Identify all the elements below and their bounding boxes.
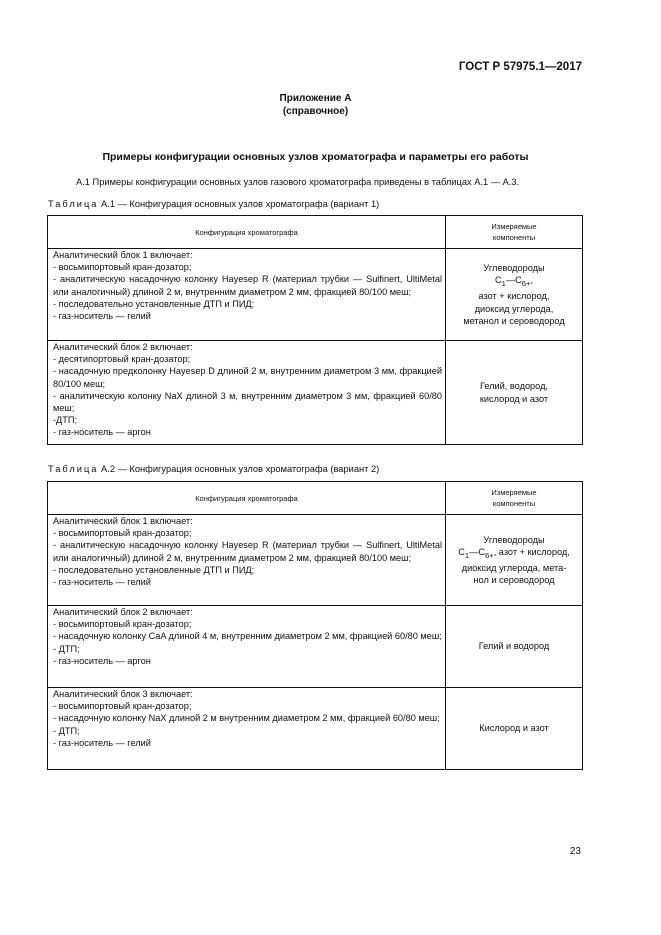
table1-row1-components <box>446 249 583 341</box>
list-item: - насадочную предколонку Hayesep D длиной 2 м, внутренним диаметром 3 мм, фракцией 80/100 меш; <box>53 366 442 389</box>
table1-row2-components <box>446 341 583 445</box>
table2-row2-config <box>48 606 446 688</box>
table-row <box>48 515 583 606</box>
table2-col-config: Конфигурация хроматографа <box>48 482 446 515</box>
table1-col-components <box>446 216 583 249</box>
list-item: - десятипортовый кран-дозатор; <box>53 354 191 365</box>
comp-line: диоксид углерода, мета- <box>461 562 567 573</box>
table-row <box>48 688 583 770</box>
comp-tail: , азот + кислород, <box>493 546 570 557</box>
table2-col-components-l2: компоненты <box>492 499 536 508</box>
comp-line: Углеводороды <box>483 263 545 274</box>
table2-row1-config <box>48 515 446 606</box>
list-item: - восьмипортовый кран-дозатор; <box>53 262 192 273</box>
list-item: Аналитический блок 2 включает: <box>53 342 193 352</box>
list-item: - насадочную колонку CaA длиной 4 м, внутренним диаметром 2 мм, фракцией 60/80 меш; <box>53 631 442 642</box>
list-item: - насадочную колонку NaX длиной 2 м внутренним диаметром 2 мм, фракцией 60/80 меш; <box>53 713 440 724</box>
table2-col-components <box>446 482 583 515</box>
list-item: - ДТП; <box>53 725 80 736</box>
list-item: - восьмипортовый кран-дозатор; <box>53 528 192 539</box>
list-item: Аналитический блок 1 включает: <box>53 516 193 526</box>
list-item: - аналитическую насадочную колонку Hayesep R (материал трубки — Sulfinert, UltiMetal или аналогичный) длиной 2 м, внутренним диаметром 2 мм, фракцией 80/100 меш; <box>53 274 442 297</box>
table1-col-components-l2: компоненты <box>492 233 536 242</box>
comp-line: метанол и сероводород <box>463 315 565 326</box>
comp-c: C <box>478 546 485 557</box>
list-item: - последовательно установленные ДТП и ПИД; <box>53 564 255 575</box>
table1-row2-config <box>48 341 446 445</box>
table1-header-row <box>48 216 583 249</box>
comp-sub: 1 <box>501 279 506 289</box>
comp-line: азот + кислород, <box>478 291 550 302</box>
list-item: - последовательно установленные ДТП и ПИД; <box>53 298 255 309</box>
intro-paragraph: А.1 Примеры конфигурации основных узлов газового хроматографа приведены в таблицах А.1 — А.3. <box>76 177 520 187</box>
table2-row3-components <box>446 688 583 770</box>
list-item: Аналитический блок 2 включает: <box>53 607 193 617</box>
comp-line: диоксид углерода, <box>474 303 554 314</box>
table1-caption <box>48 199 379 209</box>
comp-c: C <box>458 546 465 557</box>
list-item: - газ-носитель — аргон <box>53 655 151 666</box>
comp-formula <box>448 546 580 562</box>
table1-col-config: Конфигурация хроматографа <box>48 216 446 249</box>
comp-c: C <box>515 275 522 286</box>
page-number: 23 <box>569 846 581 857</box>
table-row <box>48 249 583 341</box>
annex-title: Приложение А <box>279 93 352 104</box>
table2-caption-word: Таблица <box>48 464 99 474</box>
comp-dash: — <box>469 546 479 557</box>
main-title: Примеры конфигурации основных узлов хроматографа и параметры его работы <box>102 151 529 163</box>
table1-caption-text: А.1 — Конфигурация основных узлов хроматографа (вариант 1) <box>101 199 380 209</box>
table-row <box>48 606 583 688</box>
table2-row3-config <box>48 688 446 770</box>
comp-line: Гелий и водород <box>478 641 550 652</box>
list-item: - аналитическую колонку NaX длиной 3 м, внутренним диаметром 3 мм, фракцией 60/80 меш; <box>53 390 442 414</box>
table1-col-components-l1: Измеряемые <box>491 222 537 231</box>
comp-line: Кислород и азот <box>479 723 549 734</box>
list-item: -ДТП; <box>53 415 78 426</box>
table2-caption-text: А.2 — Конфигурация основных узлов хроматографа (вариант 2) <box>101 464 380 474</box>
comp-tail: , <box>530 275 534 286</box>
standard-number: ГОСТ Р 57975.1—2017 <box>458 61 582 73</box>
comp-line: Гелий, водород, <box>480 381 548 392</box>
comp-line: кислород и азот <box>479 393 549 404</box>
table-row <box>48 341 583 445</box>
list-item: - аналитическую насадочную колонку Hayesep R (материал трубки — Sulfinert, UltiMetal или аналогичный) длиной 2 м, внутренним диаметром 2 мм, фракцией 80/100 меш; <box>53 540 442 563</box>
list-item: - газ-носитель — гелий <box>53 737 151 748</box>
table1-caption-word: Таблица <box>48 199 99 209</box>
table2-header-row <box>48 482 583 515</box>
table2-row1-components <box>446 515 583 606</box>
table1 <box>47 215 583 445</box>
list-item: - ДТП; <box>53 643 80 654</box>
table1-row1-config <box>48 249 446 341</box>
comp-sub: 1 <box>464 550 470 560</box>
list-item: - газ-носитель — гелий <box>53 311 151 322</box>
comp-formula <box>448 274 580 290</box>
list-item: Аналитический блок 3 включает: <box>53 689 193 699</box>
list-item: - восьмипортовый кран-дозатор; <box>53 619 192 630</box>
comp-c: C <box>494 275 502 286</box>
table2-row2-components <box>446 606 583 688</box>
annex-subtitle: (справочное) <box>282 106 349 117</box>
list-item: - газ-носитель — аргон <box>53 427 151 438</box>
comp-sub: 6+ <box>521 279 531 289</box>
table2-col-components-l1: Измеряемые <box>491 488 537 497</box>
table2 <box>47 481 583 770</box>
comp-dash: — <box>505 275 516 286</box>
table2-caption <box>48 464 379 474</box>
comp-sub: 6+ <box>484 550 494 560</box>
comp-line: Углеводороды <box>483 534 545 545</box>
annex-heading <box>0 92 631 118</box>
list-item: - восьмипортовый кран-дозатор; <box>53 701 192 712</box>
list-item: Аналитический блок 1 включает: <box>53 250 193 260</box>
list-item: - газ-носитель — гелий <box>53 577 151 588</box>
comp-line: нол и сероводород <box>473 575 555 586</box>
